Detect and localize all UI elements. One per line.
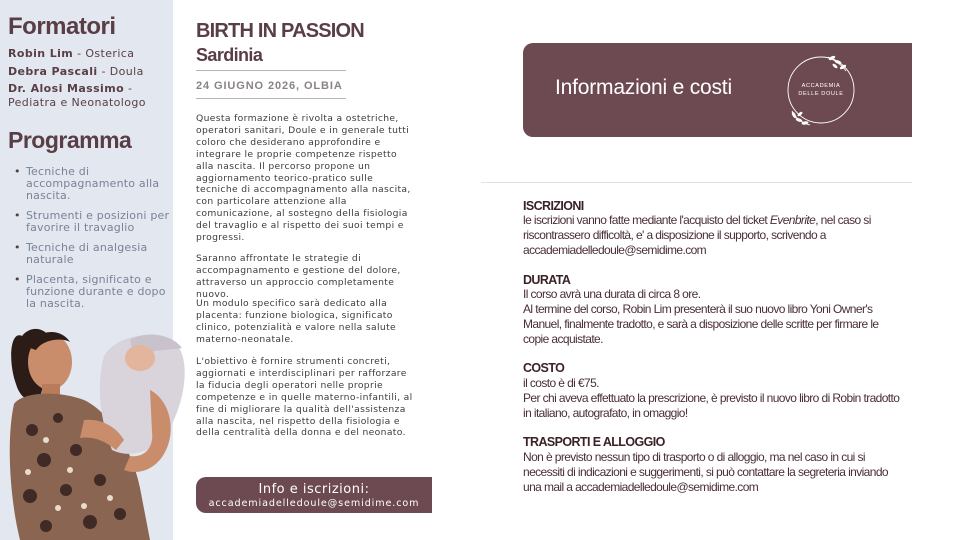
trainer-alosi-massimo: [8, 82, 146, 110]
description-paragraph: Questa formazione è rivolta a ostetriche, operatori sanitari, Doule e in generale tutti coloro che desiderano approfondire e integrare le proprie competenze rispetto alla nascita. Il percorso propone un aggiornamento teorico-pratico sulle tecniche di accompagnamento alla nascita, con particolare attenzione alla comunicazione, al sostegno della fisiologia del travaglio e al rispetto dei suoi tempi e progressi.: [196, 113, 411, 244]
event-title: BIRTH IN PASSION: [196, 20, 364, 42]
section-text: le iscrizioni vanno fatte mediante l'acquisto del ticket: [523, 213, 770, 227]
divider: [196, 98, 346, 99]
event-location: Sardinia: [196, 45, 263, 65]
program-item: • Placenta, significato e funzione durante e dopo la nascita.: [14, 274, 172, 310]
event-date: 24 GIUGNO 2026, OLBIA: [196, 80, 343, 92]
info-registration-box: [196, 477, 432, 513]
svg-text:ACCADEMIA: ACCADEMIA: [801, 83, 841, 89]
divider: [481, 182, 912, 183]
description-paragraph: Saranno affrontate le strategie di accompagnamento e gestione del dolore, attraverso un approccio completamente nuovo.: [196, 253, 401, 300]
trainer-role: - Osterica: [73, 47, 135, 60]
trainer-robin-lim: [8, 47, 134, 61]
info-box-email[interactable]: accademiadelledoule@semidime.com: [208, 498, 420, 509]
info-header: [523, 43, 912, 137]
trainer-debra-pascali: [8, 65, 144, 79]
trainer-name: Robin Lim: [8, 47, 74, 60]
info-box-label: Info e iscrizioni:: [258, 482, 370, 497]
section-text-costo: il costo è di €75.: [523, 376, 599, 390]
divider: [196, 70, 346, 71]
section-text-costo: Per chi aveva effettuato la prescrizione, è previsto il nuovo libro di Robin tradotto in italiano, autografato, in omaggio!: [523, 391, 900, 421]
section-heading-costo: COSTO: [523, 361, 565, 375]
mother-and-newborn-photo: [0, 300, 192, 540]
section-text-iscrizioni: [523, 213, 903, 259]
ticket-platform-name: Evenbrite: [769, 213, 816, 227]
trainer-role: - Doula: [97, 65, 144, 78]
trainer-name: Dr. Alosi Massimo: [8, 82, 125, 95]
program-list: [14, 166, 172, 318]
section-text-trasporti: Non è previsto nessun tipo di trasporto o di alloggio, ma nel caso in cui si necessiti di indicazioni e suggerimenti, si può contattare la segreteria inviando una mail a accademiadelledoule@semidime.com: [523, 450, 888, 495]
trainer-role: -: [124, 82, 133, 95]
section-text-durata: Al termine del corso, Robin Lim presenterà il suo nuovo libro Yoni Owner's Manuel, finalmente tradotto, e sarà a disposizione delle scritte per firmare le copie acquistate.: [523, 302, 879, 347]
academy-logo: [780, 49, 862, 131]
formatori-title: Formatori: [8, 13, 116, 40]
section-heading-durata: DURATA: [523, 273, 571, 287]
section-text: , nel caso si riscontrassero difficoltà, e' a disposizione il supporto, scrivendo a accademiadelledoule@semidime.com: [523, 213, 871, 258]
description-paragraph: L'obiettivo è fornire strumenti concreti, aggiornati e interdisciplinari per rafforzare la fiducia degli operatori nelle proprie competenze e in quelle materno-infantili, al fine di migliorare la qualità dell'assistenza alla nascita, nel rispetto della fisiologia e della centralità della donna e del neonato.: [196, 356, 413, 439]
programma-title: Programma: [8, 127, 132, 153]
section-heading-trasporti: TRASPORTI E ALLOGGIO: [523, 435, 665, 449]
svg-text:DELLE DOULE: DELLE DOULE: [798, 91, 844, 97]
info-header-title: Informazioni e costi: [555, 76, 732, 99]
trainer-role-detail: Pediatra e Neonatologo: [8, 96, 146, 109]
program-item: • Strumenti e posizioni per favorire il travaglio: [14, 210, 172, 234]
section-heading-iscrizioni: ISCRIZIONI: [523, 199, 584, 213]
description-paragraph: Un modulo specifico sarà dedicato alla placenta: funzione biologica, significato clinico, potenzialità e valore nella salute materno-neonatale.: [196, 298, 397, 345]
program-item: • Tecniche di accompagnamento alla nascita.: [14, 166, 172, 202]
section-text-durata: Il corso avrà una durata di circa 8 ore.: [523, 287, 701, 301]
trainer-name: Debra Pascali: [8, 65, 98, 78]
program-item: • Tecniche di analgesia naturale: [14, 242, 172, 266]
